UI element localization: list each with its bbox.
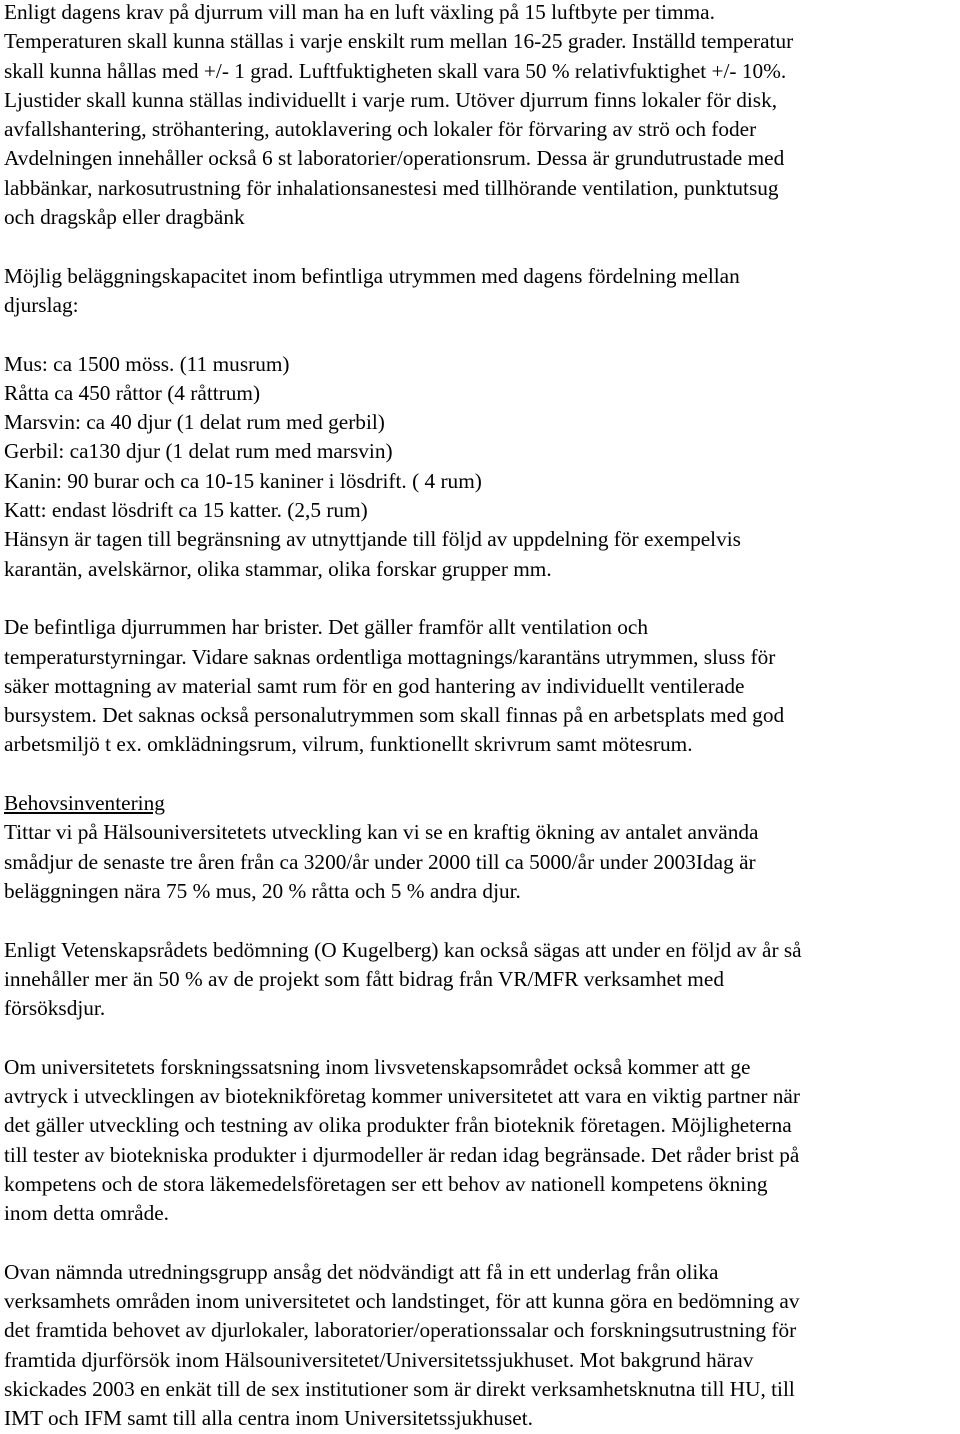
text-line: Ljustider skall kunna ställas individuellt i varje rum. Utöver djurrum finns lokaler för disk, xyxy=(4,87,778,112)
text-line: smådjur de senaste tre åren från ca 3200/år under 2000 till ca 5000/år under 2003Idag är xyxy=(4,849,756,874)
text-line: Hänsyn är tagen till begränsning av utnyttjande till följd av uppdelning för exempelvis xyxy=(4,527,741,552)
needs-section xyxy=(4,789,959,906)
text-line: Möjlig beläggningskapacitet inom befintliga utrymmen med dagens fördelning mellan xyxy=(4,263,740,288)
text-line: temperaturstyrningar. Vidare saknas ordentliga mottagnings/karantäns utrymmen, sluss för xyxy=(4,644,776,669)
intro-paragraph xyxy=(4,0,959,232)
list-item: Råtta ca 450 råttor (4 råttrum) xyxy=(4,380,261,405)
text-line: djurslag: xyxy=(4,292,79,317)
text-line: verksamhets områden inom universitetet och landstinget, för att kunna göra en bedömning av xyxy=(4,1289,800,1314)
vr-paragraph xyxy=(4,936,959,1024)
text-line: bursystem. Det saknas också personalutrymmen som skall finnas på en arbetsplats med god xyxy=(4,703,785,728)
text-line: skickades 2003 en enkät till de sex institutioner som är direkt verksamhetsknutna till HU, till xyxy=(4,1376,795,1401)
text-line: Om universitetets forskningssatsning inom livsvetenskapsområdet också kommer att ge xyxy=(4,1054,751,1079)
survey-paragraph xyxy=(4,1258,959,1434)
text-line: till tester av biotekniska produkter i djurmodeller är redan idag begränsade. Det råder brist på xyxy=(4,1142,800,1167)
text-line: inom detta område. xyxy=(4,1201,169,1226)
text-line: labbänkar, narkosutrustning för inhalationsanestesi med tillhörande ventilation, punktutsug xyxy=(4,175,779,200)
text-line: beläggningen nära 75 % mus, 20 % råtta och 5 % andra djur. xyxy=(4,878,521,903)
text-line: Tittar vi på Hälsouniversitetets utveckling kan vi se en kraftig ökning av antalet använda xyxy=(4,820,759,845)
text-line: avfallshantering, ströhantering, autoklavering och lokaler för förvaring av strö och foder xyxy=(4,117,757,142)
list-item: Kanin: 90 burar och ca 10-15 kaniner i lösdrift. ( 4 rum) xyxy=(4,468,482,493)
text-line: Temperaturen skall kunna ställas i varje enskilt rum mellan 16-25 grader. Inställd temperatur xyxy=(4,29,794,54)
text-line: det gäller utveckling och testning av olika produkter från bioteknik företagen. Möjligheterna xyxy=(4,1113,792,1138)
text-line: innehåller mer än 50 % av de projekt som fått bidrag från VR/MFR verksamhet med xyxy=(4,966,724,991)
section-heading: Behovsinventering xyxy=(4,791,165,816)
text-line: försöksdjur. xyxy=(4,996,106,1021)
list-item: Katt: endast lösdrift ca 15 katter. (2,5 rum) xyxy=(4,498,368,523)
text-line: Avdelningen innehåller också 6 st laboratorier/operationsrum. Dessa är grundutrustade med xyxy=(4,146,785,171)
text-line: De befintliga djurrummen har brister. Det gäller framför allt ventilation och xyxy=(4,615,649,640)
text-line: arbetsmiljö t ex. omklädningsrum, vilrum, funktionellt skrivrum samt mötesrum. xyxy=(4,732,693,757)
text-line: det framtida behovet av djurlokaler, laboratorier/operationssalar och forskningsutrustning för xyxy=(4,1318,797,1343)
list-item: Gerbil: ca130 djur (1 delat rum med marsvin) xyxy=(4,439,393,464)
text-line: och dragskåp eller dragbänk xyxy=(4,205,245,230)
capacity-intro-paragraph xyxy=(4,262,959,321)
text-line: Enligt Vetenskapsrådets bedömning (O Kugelberg) kan också sägas att under en följd av år så xyxy=(4,937,802,962)
text-line: Ovan nämnda utredningsgrupp ansåg det nödvändigt att få in ett underlag från olika xyxy=(4,1259,719,1284)
capacity-list xyxy=(4,350,959,584)
text-line: karantän, avelskärnor, olika stammar, olika forskar grupper mm. xyxy=(4,556,552,581)
list-item: Marsvin: ca 40 djur (1 delat rum med gerbil) xyxy=(4,410,385,435)
text-line: IMT och IFM samt till alla centra inom Universitetssjukhuset. xyxy=(4,1406,533,1431)
text-line: skall kunna hållas med +/- 1 grad. Luftfuktigheten skall vara 50 % relativfuktighet +/- 10%. xyxy=(4,58,787,83)
text-line: säker mottagning av material samt rum för en god hantering av individuellt ventilerade xyxy=(4,673,745,698)
document-page xyxy=(4,0,959,1434)
deficiencies-paragraph xyxy=(4,613,959,759)
list-item: Mus: ca 1500 möss. (11 musrum) xyxy=(4,351,290,376)
biotech-paragraph xyxy=(4,1053,959,1229)
text-line: avtryck i utvecklingen av bioteknikföretag kommer universitetet att vara en viktig partner när xyxy=(4,1083,800,1108)
text-line: Enligt dagens krav på djurrum vill man ha en luft växling på 15 luftbyte per timma. xyxy=(4,0,715,24)
text-line: kompetens och de stora läkemedelsföretagen ser ett behov av nationell kompetens ökning xyxy=(4,1171,768,1196)
text-line: framtida djurförsök inom Hälsouniversitetet/Universitetssjukhuset. Mot bakgrund härav xyxy=(4,1347,754,1372)
